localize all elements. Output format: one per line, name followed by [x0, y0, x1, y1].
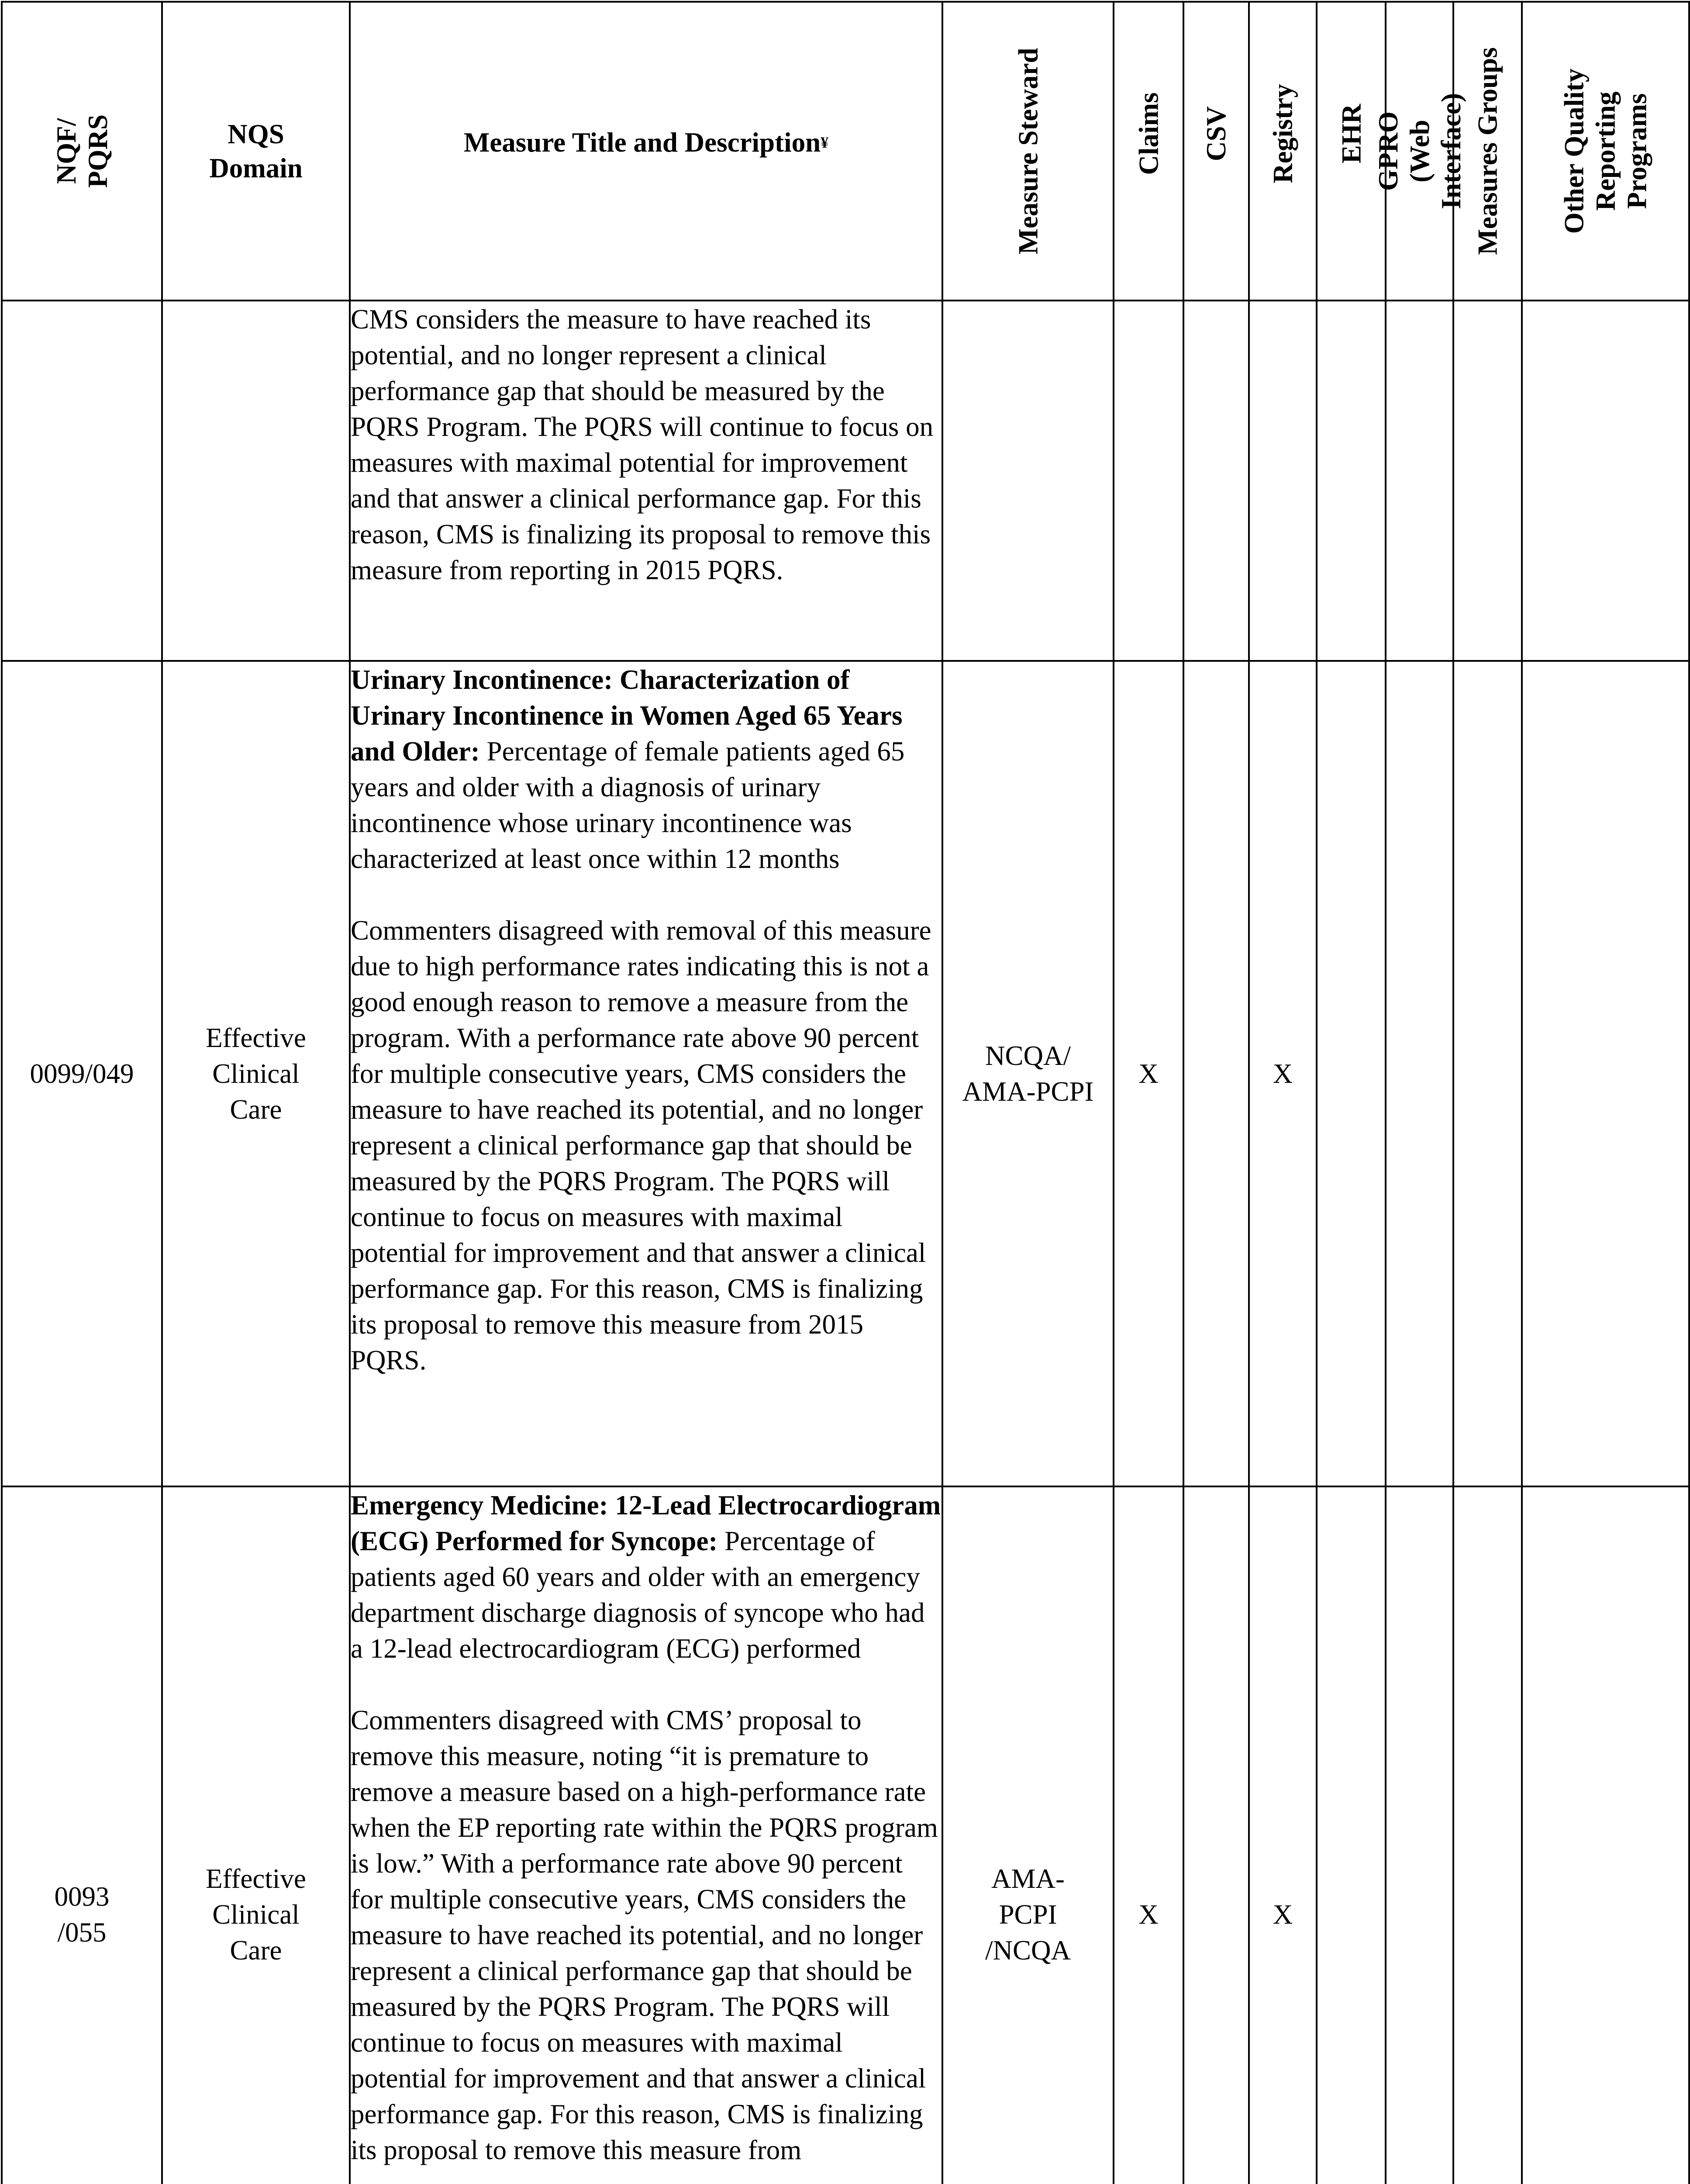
measure-comment: Commenters disagreed with removal of this measure due to high performance rates indicating this is not a good enough reason to remove a measure from the program. With a performance rate above 90 percent for multiple consecutive years, CMS considers the measure to have reached its potential, and no longer represent a clinical performance gap that should be measured by the PQRS Program. The PQRS will continue to focus on measures with maximal potential for improvement and that answer a clinical performance gap. For this reason, CMS is finalizing its proposal to remove this measure from 2015 PQRS. [351, 915, 931, 1375]
nqf-cell [2, 301, 162, 661]
ehr-cell [1317, 1486, 1386, 2184]
measure-title-header-text: Measure Title and Description [463, 127, 821, 158]
measure-description: Percentage of patients aged 60 years and older with an emergency department discharge diagnosis of syncope who had a 12-lead electrocardiogram (ECG) performed [351, 1526, 925, 1664]
col-header-claims: Claims [1114, 2, 1183, 301]
domain-cell: Effective Clinical Care [162, 1486, 350, 2184]
table-row [2, 1486, 1689, 2184]
other-programs-cell [1522, 1486, 1689, 2184]
col-header-csv: CSV [1183, 2, 1249, 301]
claims-cell: X [1114, 661, 1183, 1486]
header-row [2, 2, 1689, 301]
nqf-cell: 0099/049 [2, 661, 162, 1486]
table-row [2, 301, 1689, 661]
registry-cell: X [1249, 661, 1317, 1486]
csv-cell [1183, 1486, 1249, 2184]
csv-cell [1183, 301, 1249, 661]
col-header-registry: Registry [1249, 2, 1317, 301]
steward-cell [942, 301, 1114, 661]
description-cell [350, 1486, 942, 2184]
table-row [2, 661, 1689, 1486]
measure-title: Emergency Medicine: 12-Lead Electrocardiogram (ECG) Performed for Syncope: [351, 1490, 941, 1556]
claims-cell: X [1114, 1486, 1183, 2184]
col-header-measure-steward: Measure Steward [942, 2, 1114, 301]
col-header-measures-groups: Measures Groups [1453, 2, 1522, 301]
measure-comment: Commenters disagreed with CMS’ proposal to remove this measure, noting “it is premature to remove a measure based on a high-performance rate when the EP reporting rate within the PQRS program is low.” With a performance rate above 90 percent for multiple consecutive years, CMS considers the measure to have reached its potential, and no longer represent a clinical performance gap that should be measured by the PQRS Program. The PQRS will continue to focus on measures with maximal potential for improvement and that answer a clinical performance gap. For this reason, CMS is finalizing its proposal to remove this measure from [351, 1705, 938, 2165]
measure-summary [351, 662, 942, 877]
col-header-nqf-pqrs: NQF/ PQRS [2, 2, 162, 301]
gpro-cell [1386, 1486, 1453, 2184]
measure-description: Percentage of female patients aged 65 years and older with a diagnosis of urinary incontinence whose urinary incontinence was characterized at least once within 12 months [351, 736, 905, 874]
ehr-cell [1317, 301, 1386, 661]
description-cell [350, 301, 942, 661]
measure-title: Urinary Incontinence: Characterization of Urinary Incontinence in Women Aged 65 Years and Older: [351, 664, 903, 767]
gpro-cell [1386, 301, 1453, 661]
measures-groups-cell [1453, 1486, 1522, 2184]
col-header-ehr: EHR [1317, 2, 1386, 301]
col-header-other-programs: Other Quality Reporting Programs [1522, 2, 1689, 301]
domain-cell [162, 301, 350, 661]
measures-groups-cell [1453, 301, 1522, 661]
other-programs-cell [1522, 661, 1689, 1486]
measures-table [1, 1, 1690, 2184]
other-programs-cell [1522, 301, 1689, 661]
registry-cell: X [1249, 1486, 1317, 2184]
description-cell [350, 661, 942, 1486]
steward-cell: AMA-PCPI /NCQA [942, 1486, 1114, 2184]
registry-cell [1249, 301, 1317, 661]
steward-cell: NCQA/ AMA-PCPI [942, 661, 1114, 1486]
measure-comment: CMS considers the measure to have reached its potential, and no longer represent a clinical performance gap that should be measured by the PQRS Program. The PQRS will continue to focus on measures with maximal potential for improvement and that answer a clinical performance gap. For this reason, CMS is finalizing its proposal to remove this measure from reporting in 2015 PQRS. [351, 304, 934, 585]
measures-groups-cell [1453, 661, 1522, 1486]
col-header-gpro: GPRO (Web Interface) [1386, 2, 1453, 301]
col-header-nqs-domain: NQS Domain [162, 2, 350, 301]
csv-cell [1183, 661, 1249, 1486]
domain-cell: Effective Clinical Care [162, 661, 350, 1486]
col-header-measure-title: Measure Title and Description ¥ [350, 2, 942, 301]
gpro-cell [1386, 661, 1453, 1486]
claims-cell [1114, 301, 1183, 661]
ehr-cell [1317, 661, 1386, 1486]
measure-summary [351, 1487, 942, 1666]
nqf-cell: 0093 /055 [2, 1486, 162, 2184]
